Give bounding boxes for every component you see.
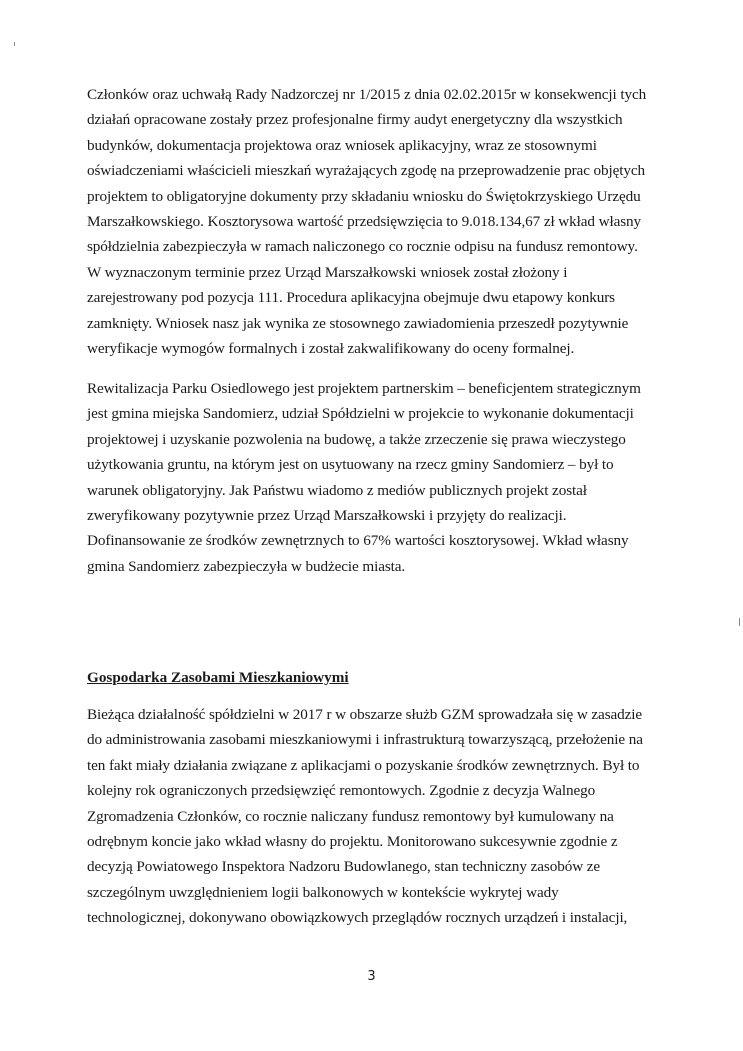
- section-heading: Gospodarka Zasobami Mieszkaniowymi: [87, 669, 349, 686]
- text-line: W wyznaczonym terminie przez Urząd Marszałkowski wniosek został złożony i: [87, 263, 568, 281]
- text-line: Bieżąca działalność spółdzielni w 2017 r w obszarze służb GZM sprowadzała się w zasadzie: [87, 706, 643, 723]
- text-line: Zgromadzenia Członków, co rocznie naliczany fundusz remontowy był kumulowany na: [87, 807, 614, 825]
- text-line: zweryfikowany pozytywnie przez Urząd Marszałkowski i przyjęty do realizacji.: [87, 506, 567, 524]
- text-line: warunek obligatoryjny. Jak Państwu wiadomo z mediów publicznych projekt został: [87, 481, 587, 499]
- text-line: zarejestrowany pod pozycja 111. Procedura aplikacyjna obejmuje dwu etapowy konkurs: [87, 289, 615, 307]
- text-line: projektowej i uzyskanie pozwolenia na budowę, a także zrzeczenie się prawa wieczystego: [87, 430, 626, 448]
- text-line: decyzją Powiatowego Inspektora Nadzoru Budowlanego, stan techniczny zasobów ze: [87, 858, 601, 876]
- text-line: kolejny rok ograniczonych przedsięwzięć remontowych. Zgodnie z decyzja Walnego: [87, 782, 596, 800]
- text-line: ten fakt miały działania związane z aplikacjami o pozyskanie środków zewnętrznych. Był to: [87, 756, 640, 774]
- text-line: Marszałkowskiego. Kosztorysowa wartość przedsięwzięcia to 9.018.134,67 zł wkład własny: [87, 212, 642, 230]
- text-line: budynków, dokumentacja projektowa oraz wniosek aplikacyjny, wraz ze stosownymi: [87, 136, 597, 154]
- text-line: szczególnym uwzględnieniem logii balkonowych w kontekście wykrytej wady: [87, 883, 559, 901]
- text-line: weryfikacje wymogów formalnych i został zakwalifikowany do oceny formalnej.: [87, 339, 575, 357]
- paragraph-housing-management: [87, 702, 687, 931]
- paragraph-park-revitalization: [87, 376, 687, 579]
- text-line: użytkowania gruntu, na którym jest on usytuowany na rzecz gminy Sandomierz – był to: [87, 456, 614, 474]
- text-line: spółdzielnia zabezpieczyła w ramach naliczonego co rocznie odpisu na fundusz remontowy.: [87, 238, 638, 256]
- paragraph-project-application: [87, 82, 687, 361]
- text-line: jest gmina miejska Sandomierz, udział Spółdzielni w projekcie to wykonanie dokumentacji: [87, 405, 634, 423]
- text-line: działań opracowane zostały przez profesjonalne firmy audyt energetyczny dla wszystkich: [87, 111, 623, 129]
- scan-speck: [14, 42, 15, 46]
- text-line: oświadczeniami właścicieli mieszkań wyrażających zgodę na przeprowadzenie prac objętych: [87, 162, 646, 180]
- text-line: zamknięty. Wniosek nasz jak wynika ze stosownego zawiadomienia przeszedł pozytywnie: [87, 314, 629, 332]
- text-line: odrębnym koncie jako wkład własny do projektu. Monitorowano sukcesywnie zgodnie z: [87, 832, 618, 850]
- text-line: Dofinansowanie ze środków zewnętrznych to 67% wartości kosztorysowej. Wkład własny: [87, 532, 629, 550]
- text-line: Członków oraz uchwałą Rady Nadzorczej nr 1/2015 z dnia 02.02.2015r w konsekwencji tych: [87, 86, 647, 103]
- text-line: projektem to obligatoryjne dokumenty przy składaniu wniosku do Świętokrzyskiego Urzędu: [87, 187, 641, 205]
- text-line: technologicznej, dokonywano obowiązkowych przeglądów rocznych urządzeń i instalacji,: [87, 909, 628, 927]
- scan-speck: [739, 618, 740, 626]
- text-line: gmina Sandomierz zabezpieczyła w budżecie miasta.: [87, 557, 406, 575]
- text-line: do administrowania zasobami mieszkaniowymi i infrastrukturą towarzyszącą, przełożenie na: [87, 731, 643, 749]
- page-number: 3: [367, 969, 376, 984]
- text-line: Rewitalizacja Parku Osiedlowego jest projektem partnerskim – beneficjentem strategicznym: [87, 380, 641, 397]
